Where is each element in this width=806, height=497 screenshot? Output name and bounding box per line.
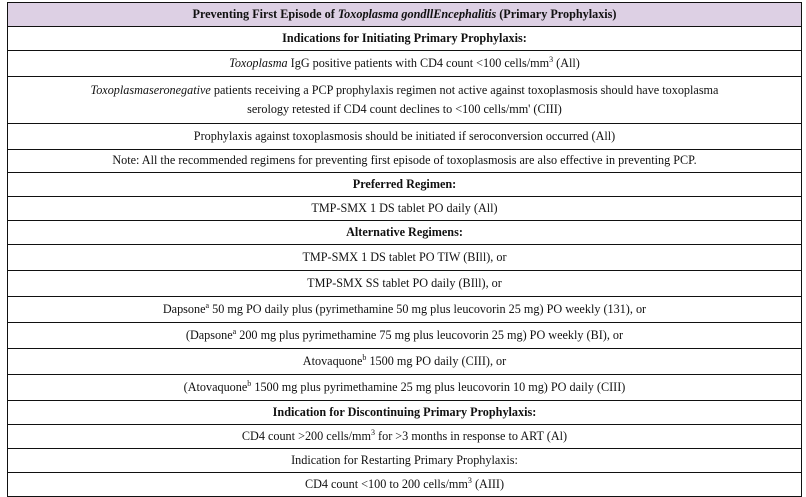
indication-igg-text-a: IgG positive patients with CD4 count <100 cells/mm <box>287 55 550 70</box>
discontinuing-criteria-superscript: 3 <box>370 427 375 437</box>
section-header-preferred <box>8 173 802 197</box>
alt-regimen-text-0 <box>8 250 801 265</box>
alt-regimen-text-b-5: 1500 mg plus pyrimethamine 25 mg plus leucovorin 10 mg) PO daily (CIII) <box>251 379 626 394</box>
alt-regimen-text-a-1: TMP-SMX SS tablet PO daily (BIll), or <box>307 275 502 290</box>
table-title-text <box>8 7 801 22</box>
section-header-discontinuing <box>8 401 802 425</box>
indication-seronegative-organism-italic: Toxoplasmaseronegative <box>90 82 211 97</box>
alt-regimen-text-2 <box>8 302 801 317</box>
table-row-alt-regimen <box>8 323 802 349</box>
table-row-alt-regimen <box>8 375 802 401</box>
alt-regimen-superscript-2: a <box>205 300 210 310</box>
table-row-section-preferred <box>8 173 802 197</box>
table-row-discontinuing-criteria <box>8 425 802 449</box>
alt-regimen-cell-3 <box>8 323 802 349</box>
table-row-indication-seroconversion <box>8 124 802 150</box>
alt-regimen-text-a-0: TMP-SMX 1 DS tablet PO TIW (BIll), or <box>302 249 507 264</box>
discontinuing-criteria-cell <box>8 425 802 449</box>
indication-igg-text-b: (All) <box>553 55 580 70</box>
indication-seronegative-line-2: serology retested if CD4 count declines to <100 cells/mm' (CIII) <box>247 102 562 116</box>
alt-regimen-superscript-3: a <box>232 326 237 336</box>
alt-regimen-cell-4 <box>8 349 802 375</box>
alt-regimen-cell-1 <box>8 271 802 297</box>
title-suffix: (Primary Prophylaxis) <box>496 6 617 21</box>
table-row-indication-igg <box>8 51 802 77</box>
alt-regimen-text-4 <box>8 354 801 369</box>
discontinuing-criteria-text-a: CD4 count >200 cells/mm <box>241 428 371 443</box>
indication-seronegative-line-1-rest: patients receiving a PCP prophylaxis regimen not active against toxoplasmosis should have toxoplasma <box>210 82 719 97</box>
indication-igg-cell <box>8 51 802 77</box>
prophylaxis-guideline-table <box>7 2 802 497</box>
indication-igg-text <box>8 56 801 71</box>
indication-seroconversion-cell <box>8 124 802 150</box>
note-text: Note: All the recommended regimens for preventing first episode of toxoplasmosis are also effective in preventing PCP. <box>112 153 697 168</box>
section-header-restarting <box>8 449 802 473</box>
restarting-criteria-text-b: (AIII) <box>471 476 505 491</box>
restarting-criteria-cell <box>8 473 802 497</box>
alt-regimen-text-5 <box>8 380 801 395</box>
preferred-regimen-cell <box>8 197 802 221</box>
table-row-alt-regimen <box>8 271 802 297</box>
table-row-section-restarting <box>8 449 802 473</box>
table-row-indication-seronegative <box>8 77 802 124</box>
section-header-initiating-label: Indications for Initiating Primary Prophylaxis: <box>282 30 527 45</box>
discontinuing-criteria-text <box>8 429 801 444</box>
alt-regimen-superscript-5: b <box>247 378 252 388</box>
alt-regimen-text-a-4: Atovaquone <box>302 353 363 368</box>
alt-regimen-text-a-5: (Atovaquone <box>183 379 248 394</box>
section-header-preferred-label: Preferred Regimen: <box>352 176 457 191</box>
alt-regimen-cell-5 <box>8 375 802 401</box>
table-row-section-discontinuing <box>8 401 802 425</box>
alt-regimen-text-b-2: 50 mg PO daily plus (pyrimethamine 50 mg plus leucovorin 25 mg) PO weekly (131), or <box>209 301 647 316</box>
table-row-note <box>8 150 802 173</box>
title-prefix: Preventing First Episode of <box>192 6 338 21</box>
restarting-criteria-superscript: 3 <box>467 475 472 485</box>
table-row-alt-regimen <box>8 349 802 375</box>
section-header-alternative <box>8 221 802 245</box>
table-row-restarting-criteria <box>8 473 802 497</box>
table-row-title <box>8 3 802 27</box>
alt-regimen-text-1 <box>8 276 801 291</box>
alt-regimen-text-a-3: (Dapsone <box>185 327 233 342</box>
alt-regimen-cell-0 <box>8 245 802 271</box>
indication-seroconversion-text: Prophylaxis against toxoplasmosis should be initiated if seroconversion occurred (All) <box>193 128 616 143</box>
restarting-criteria-text <box>8 477 801 492</box>
restarting-criteria-text-a: CD4 count <100 to 200 cells/mm <box>304 476 468 491</box>
table-row-preferred-regimen <box>8 197 802 221</box>
table-title-cell <box>8 3 802 27</box>
table-row-section-initiating <box>8 27 802 51</box>
alt-regimen-superscript-4: b <box>362 352 367 362</box>
alt-regimen-text-b-4: 1500 mg PO daily (CIII), or <box>366 353 507 368</box>
section-header-initiating <box>8 27 802 51</box>
indication-seronegative-line-1 <box>8 81 801 100</box>
indication-seronegative-cell <box>8 77 802 124</box>
alt-regimen-cell-2 <box>8 297 802 323</box>
section-header-alternative-label: Alternative Regimens: <box>346 224 463 239</box>
alt-regimen-text-a-2: Dapsone <box>162 301 206 316</box>
discontinuing-criteria-text-b: for >3 months in response to ART (Al) <box>375 428 568 443</box>
table-row-alt-regimen <box>8 245 802 271</box>
indication-igg-superscript: 3 <box>549 54 554 64</box>
section-header-discontinuing-label: Indication for Discontinuing Primary Prophylaxis: <box>272 404 537 419</box>
table-row-alt-regimen <box>8 297 802 323</box>
alt-regimen-text-3 <box>8 328 801 343</box>
indication-igg-organism-italic: Toxoplasma <box>229 55 288 70</box>
title-organism-italic: Toxoplasma gondllEncephalitis <box>337 6 497 21</box>
section-header-restarting-label: Indication for Restarting Primary Prophylaxis: <box>291 452 518 467</box>
table-row-section-alternative <box>8 221 802 245</box>
alt-regimen-text-b-3: 200 mg plus pyrimethamine 75 mg plus leucovorin 25 mg) PO weekly (BI), or <box>236 327 624 342</box>
note-cell <box>8 150 802 173</box>
preferred-regimen-text: TMP-SMX 1 DS tablet PO daily (All) <box>311 200 498 215</box>
